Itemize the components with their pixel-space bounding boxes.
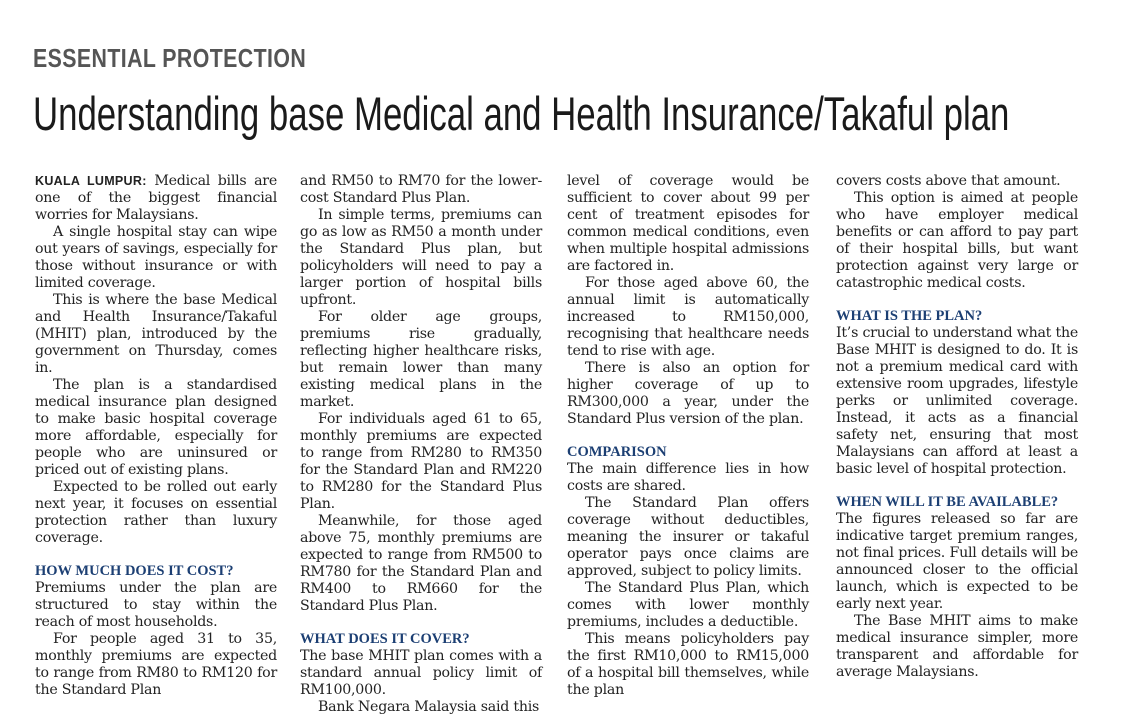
paragraph: For older age groups, premiums rise gradually, reflecting higher healthcare risks, but remain lower than many existing medical plans in the market. [300,309,542,410]
paragraph: For those aged above 60, the annual limit is automatically increased to RM150,000, recognising that healthcare needs tend to rise with age. [567,275,809,359]
paragraph: For individuals aged 61 to 65, monthly premiums are expected to range from RM280 to RM350 for the Standard Plan and RM220 to RM280 for the Standard Plus Plan. [300,411,542,512]
paragraph: Expected to be rolled out early next year, it focuses on essential protection rather than luxury coverage. [35,479,277,546]
section-kicker: ESSENTIAL PROTECTION [33,43,307,73]
paragraph: Bank Negara Malaysia said this [318,699,540,715]
paragraph: and RM50 to RM70 for the lower-cost Standard Plus Plan. [300,173,542,206]
paragraph: There is also an option for higher coverage of up to RM300,000 a year, under the Standard Plus version of the plan. [567,360,809,427]
paragraph: This option is aimed at people who have employer medical benefits or can afford to pay part of their hospital bills, but want protection against very large or catastrophic medical costs. [836,190,1078,291]
paragraph: level of coverage would be sufficient to cover about 99 per cent of treatment episodes for common medical conditions, even when multiple hospital admissions are factored in. [567,173,809,274]
paragraph: For people aged 31 to 35, monthly premiums are expected to range from RM80 to RM120 for the Standard Plan [35,631,277,698]
article-column-1 [35,173,277,699]
article-headline: Understanding base Medical and Health Insurance/Takaful plan [33,87,1010,140]
section-heading: WHEN WILL IT BE AVAILABLE? [836,494,1059,510]
section-heading: WHAT IS THE PLAN? [836,308,983,324]
paragraph [35,173,277,224]
paragraph: Meanwhile, for those aged above 75, monthly premiums are expected to range from RM500 to RM780 for the Standard Plan and RM400 to RM660 for the Standard Plus Plan. [300,513,542,614]
paragraph: The Base MHIT aims to make medical insurance simpler, more transparent and affordable for average Malaysians. [836,613,1078,680]
section-heading: COMPARISON [567,444,667,460]
paragraph-text: Medical bills are one of the biggest financial worries for Malaysians. [35,173,277,223]
article-column-2 [300,173,542,716]
section-heading: HOW MUCH DOES IT COST? [35,563,234,579]
paragraph: The figures released so far are indicative target premium ranges, not final prices. Full details will be announced closer to the official launch, which is expected to be early next year. [836,511,1078,612]
paragraph: The main difference lies in how costs are shared. [567,461,809,494]
section-heading: WHAT DOES IT COVER? [300,631,470,647]
paragraph: covers costs above that amount. [836,173,1061,189]
paragraph: The Standard Plan offers coverage without deductibles, meaning the insurer or takaful operator pays once claims are approved, subject to policy limits. [567,495,809,579]
article-column-4 [836,173,1078,681]
paragraph: A single hospital stay can wipe out years of savings, especially for those without insurance or with limited coverage. [35,224,277,291]
paragraph: It’s crucial to understand what the Base MHIT is designed to do. It is not a premium medical card with extensive room upgrades, lifestyle perks or unlimited coverage. Instead, it acts as a financial safety net, ensuring that most Malaysians can afford at least a basic level of hospital protection. [836,325,1078,477]
article-column-3 [567,173,809,699]
dateline: KUALA LUMPUR: [35,174,147,188]
paragraph: This is where the base Medical and Health Insurance/Takaful (MHIT) plan, introduced by the government on Thursday, comes in. [35,292,277,376]
paragraph: In simple terms, premiums can go as low as RM50 a month under the Standard Plus plan, but policyholders will need to pay a larger portion of hospital bills upfront. [300,207,542,308]
paragraph: Premiums under the plan are structured to stay within the reach of most households. [35,580,277,630]
paragraph: This means policyholders pay the first RM10,000 to RM15,000 of a hospital bill themselves, while the plan [567,631,809,698]
paragraph: The plan is a standardised medical insurance plan designed to make basic hospital coverage more affordable, especially for people who are uninsured or priced out of existing plans. [35,377,277,478]
paragraph: The base MHIT plan comes with a standard annual policy limit of RM100,000. [300,648,542,698]
paragraph: The Standard Plus Plan, which comes with lower monthly premiums, includes a deductible. [567,580,809,630]
